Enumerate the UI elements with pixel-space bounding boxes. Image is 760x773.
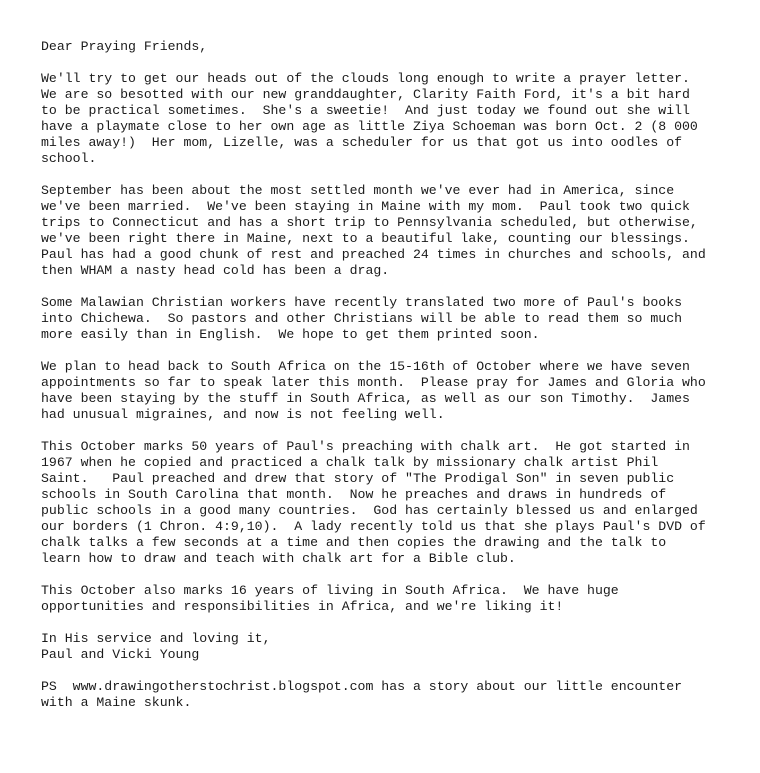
paragraph-september (41, 183, 753, 279)
text-line: Paul has had a good chunk of rest and preached 24 times in churches and schools, and (41, 247, 706, 262)
text-line: 1967 when he copied and practiced a chalk talk by missionary chalk artist Phil (41, 455, 659, 470)
paragraph-chalk-art (41, 439, 753, 567)
postscript-line: PS www.drawingotherstochrist.blogspot.com has a story about our little encounter (41, 679, 683, 694)
paragraph-gap (41, 567, 753, 583)
text-line: school. (41, 151, 97, 166)
paragraph-granddaughter (41, 71, 753, 167)
paragraph-gap (41, 663, 753, 679)
text-line: learn how to draw and teach with chalk art for a Bible club. (41, 551, 516, 566)
paragraph-gap (41, 423, 753, 439)
text-line: This October marks 50 years of Paul's preaching with chalk art. He got started in (41, 439, 690, 454)
text-line: We are so besotted with our new granddaughter, Clarity Faith Ford, it's a bit hard (41, 87, 690, 102)
text-line: had unusual migraines, and now is not feeling well. (41, 407, 445, 422)
salutation: Dear Praying Friends, (41, 39, 208, 54)
text-line: September has been about the most settled month we've ever had in America, since (41, 183, 675, 198)
text-line: Saint. Paul preached and drew that story of "The Prodigal Son" in seven public (41, 471, 675, 486)
text-line: opportunities and responsibilities in Africa, and we're liking it! (41, 599, 564, 614)
text-line: we've been right there in Maine, next to a beautiful lake, counting our blessings. (41, 231, 690, 246)
paragraph-gap (41, 615, 753, 631)
text-line: more easily than in English. We hope to get them printed soon. (41, 327, 540, 342)
text-line: We'll try to get our heads out of the clouds long enough to write a prayer letter. (41, 71, 690, 86)
postscript-line: with a Maine skunk. (41, 695, 192, 710)
text-line: trips to Connecticut and has a short trip to Pennsylvania scheduled, but otherwise, (41, 215, 698, 230)
signature: Paul and Vicki Young (41, 647, 200, 662)
text-line: to be practical sometimes. She's a sweetie! And just today we found out she will (41, 103, 690, 118)
paragraph-gap (41, 343, 753, 359)
text-line: we've been married. We've been staying in Maine with my mom. Paul took two quick (41, 199, 690, 214)
paragraph-gap (41, 279, 753, 295)
paragraph-malawi (41, 295, 753, 343)
text-line: have a playmate close to her own age as little Ziya Schoeman was born Oct. 2 (8 000 (41, 119, 698, 134)
paragraph-16-years (41, 583, 753, 615)
paragraph-gap (41, 167, 753, 183)
paragraph-south-africa (41, 359, 753, 423)
text-line: then WHAM a nasty head cold has been a drag. (41, 263, 390, 278)
text-line: chalk talks a few seconds at a time and then copies the drawing and the talk to (41, 535, 667, 550)
text-line: This October also marks 16 years of living in South Africa. We have huge (41, 583, 619, 598)
text-line: appointments so far to speak later this month. Please pray for James and Gloria who (41, 375, 706, 390)
text-line: Some Malawian Christian workers have recently translated two more of Paul's books (41, 295, 683, 310)
prayer-letter (41, 39, 753, 711)
text-line: public schools in a good many countries. God has certainly blessed us and enlarged (41, 503, 698, 518)
text-line: have been staying by the stuff in South Africa, as well as our son Timothy. James (41, 391, 690, 406)
closing: In His service and loving it, (41, 631, 271, 646)
text-line: miles away!) Her mom, Lizelle, was a scheduler for us that got us into oodles of (41, 135, 683, 150)
postscript (41, 679, 753, 711)
text-line: We plan to head back to South Africa on the 15-16th of October where we have seven (41, 359, 690, 374)
text-line: into Chichewa. So pastors and other Christians will be able to read them so much (41, 311, 683, 326)
paragraph-gap (41, 55, 753, 71)
text-line: our borders (1 Chron. 4:9,10). A lady recently told us that she plays Paul's DVD of (41, 519, 706, 534)
text-line: schools in South Carolina that month. Now he preaches and draws in hundreds of (41, 487, 667, 502)
